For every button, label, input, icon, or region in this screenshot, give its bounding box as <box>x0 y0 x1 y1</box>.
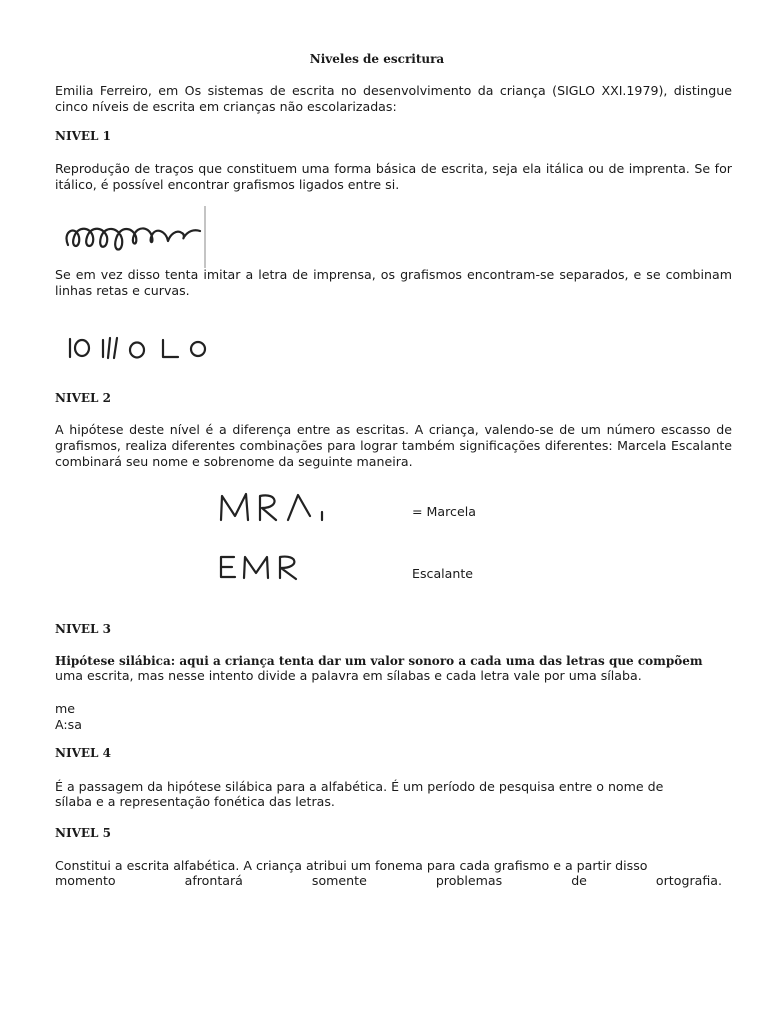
level-1-heading: NIVEL 1 <box>55 129 112 143</box>
level-2-heading: NIVEL 2 <box>55 391 112 405</box>
level-1-text-2: Se em vez disso tenta imitar a letra de imprensa, os grafismos encontram-se separados, e se combinam linhas retas e curvas. <box>55 267 732 298</box>
level-4-heading: NIVEL 4 <box>55 746 112 760</box>
vertical-divider-line <box>203 206 207 268</box>
level-3-example-1: me <box>55 701 76 716</box>
level-3-lead: Hipótese silábica: aqui a criança tenta dar um valor sonoro a cada uma das letras que compõem <box>55 654 703 668</box>
level-2-text: A hipótese deste nível é a diferença entre as escritas. A criança, valendo-se de um número escasso de grafismos, realiza diferentes combinações para lograr também significações diferentes: Marcela Escalante combinará seu nome e sobrenome da seguinte maneira. <box>55 422 732 469</box>
handwriting-emr <box>218 553 308 583</box>
print-letters-drawing <box>62 335 222 365</box>
level-5-heading: NIVEL 5 <box>55 826 112 840</box>
document-title: Niveles de escritura <box>309 52 445 66</box>
level-5-line-2: momento afrontará somente problemas de ortografia. <box>55 873 722 888</box>
handwriting-mra <box>218 490 338 526</box>
level-1-text: Reprodução de traços que constituem uma forma básica de escrita, seja ela itálica ou de imprenta. Se for itálico, é possível encontrar grafismos ligados entre si. <box>55 161 732 192</box>
level-4-line-2: sílaba e a representação fonética das letras. <box>55 794 335 809</box>
level-3-text: uma escrita, mas nesse intento divide a palavra em sílabas e cada letra vale por uma sílaba. <box>55 668 642 683</box>
marcela-label: = Marcela <box>412 504 476 519</box>
cursive-scribble-drawing <box>62 215 212 265</box>
level-4-line-1: É a passagem da hipótese silábica para a alfabética. É um período de pesquisa entre o nome de <box>55 779 664 794</box>
intro-paragraph: Emilia Ferreiro, em Os sistemas de escrita no desenvolvimento da criança (SIGLO XXI.1979), distingue cinco níveis de escrita em crianças não escolarizadas: <box>55 83 732 114</box>
level-3-example-2: A:sa <box>55 717 82 732</box>
level-5-line-1: Constitui a escrita alfabética. A criança atribui um fonema para cada grafismo e a partir disso <box>55 858 648 873</box>
level-3-heading: NIVEL 3 <box>55 622 112 636</box>
escalante-label: Escalante <box>412 566 474 581</box>
